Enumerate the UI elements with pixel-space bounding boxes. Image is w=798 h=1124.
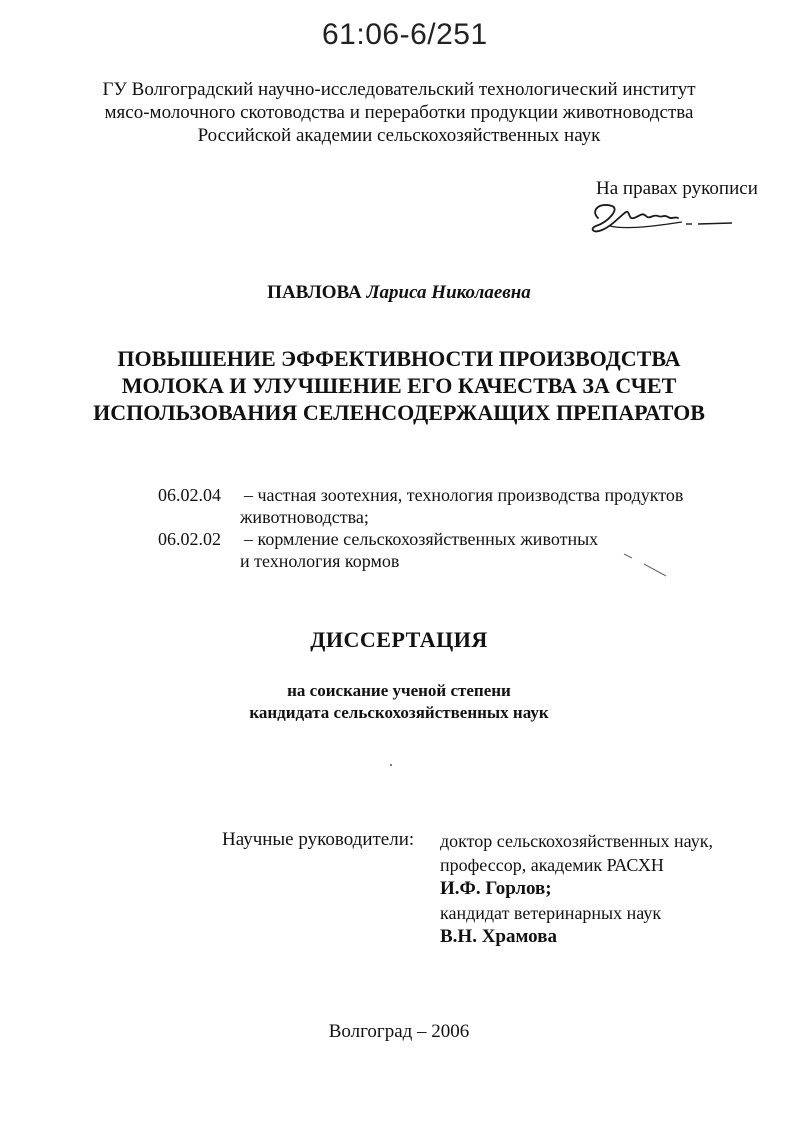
supervisor-title: кандидат ветеринарных наук	[440, 903, 662, 923]
institution-line: мясо-молочного скотоводства и переработки продукции животноводства	[104, 102, 694, 123]
supervisors-list	[440, 829, 713, 949]
title-line: ИСПОЛЬЗОВАНИЯ СЕЛЕНСОДЕРЖАЩИХ ПРЕПАРАТОВ	[93, 400, 705, 425]
specialty-text: – кормление сельскохозяйственных животных	[244, 529, 599, 549]
supervisor-title: доктор сельскохозяйственных наук,	[440, 831, 713, 851]
supervisor-name: В.Н. Храмова	[440, 926, 557, 947]
institution-line: ГУ Волгоградский научно-исследовательский технологический институт	[102, 79, 696, 100]
title-line: МОЛОКА И УЛУЧШЕНИЕ ЕГО КАЧЕСТВА ЗА СЧЕТ	[121, 373, 677, 398]
institution-block	[0, 78, 798, 147]
city-year: Волгоград – 2006	[328, 1021, 470, 1042]
archive-code: 61:06-6/251	[322, 18, 488, 51]
supervisor-title: профессор, академик РАСХН	[440, 855, 664, 875]
specialty-code: 06.02.04	[158, 485, 221, 505]
specialty-item	[158, 528, 683, 550]
scan-speck	[390, 764, 392, 766]
specialty-continuation: животноводства;	[240, 507, 369, 527]
author-given-names: Лариса Николаевна	[366, 282, 531, 303]
pen-stroke-mark	[622, 550, 670, 580]
specialty-continuation: и технология кормов	[240, 551, 400, 571]
dissertation-title	[0, 345, 798, 426]
supervisor-name: И.Ф. Горлов;	[440, 878, 552, 899]
handwritten-signature	[586, 196, 736, 238]
title-line: ПОВЫШЕНИЕ ЭФФЕКТИВНОСТИ ПРОИЗВОДСТВА	[117, 346, 681, 371]
document-type: ДИССЕРТАЦИЯ	[310, 627, 488, 652]
degree-line: на соискание ученой степени	[287, 681, 511, 700]
degree-block	[0, 680, 798, 724]
degree-line: кандидата сельскохозяйственных наук	[249, 703, 549, 722]
author-name	[0, 282, 798, 304]
specialty-item	[158, 484, 683, 506]
specialty-text: – частная зоотехния, технология производства продуктов	[244, 485, 684, 505]
rights-note: На правах рукописи	[596, 178, 758, 199]
specialties-list	[158, 484, 683, 572]
supervisors-label: Научные руководители:	[222, 829, 415, 850]
specialty-code: 06.02.02	[158, 529, 221, 549]
author-surname: ПАВЛОВА	[267, 282, 362, 303]
institution-line: Российской академии сельскохозяйственных наук	[197, 125, 601, 146]
